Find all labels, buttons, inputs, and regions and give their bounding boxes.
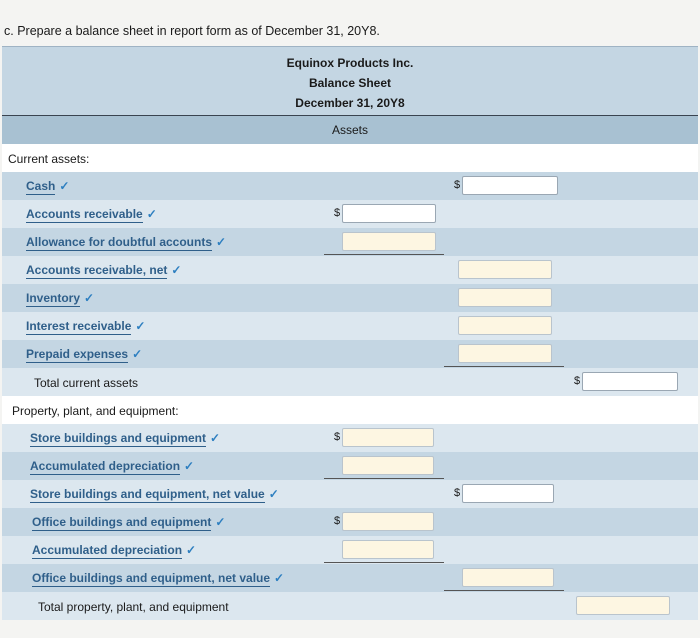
accum-dep-store-label[interactable]: Accumulated depreciation [30, 459, 181, 473]
inventory-label[interactable]: Inventory [26, 291, 81, 305]
office-buildings-row [2, 508, 698, 536]
ar-net-label[interactable]: Accounts receivable, net [26, 263, 168, 277]
statement-title: Balance Sheet [308, 76, 392, 90]
accum-dep-store-input[interactable] [342, 456, 434, 475]
store-buildings-input[interactable] [342, 428, 434, 447]
check-icon: ✓ [268, 487, 279, 501]
statement-header [2, 46, 698, 117]
check-icon: ✓ [132, 347, 143, 361]
allowance-label[interactable]: Allowance for doubtful accounts [26, 235, 213, 249]
interest-receivable-label[interactable]: Interest receivable [26, 319, 132, 333]
check-icon: ✓ [216, 235, 227, 249]
accounts-receivable-row [2, 200, 698, 228]
prepaid-row [2, 340, 698, 368]
dollar-sign: $ [574, 375, 581, 387]
check-icon: ✓ [210, 431, 221, 445]
ar-net-row [2, 256, 698, 284]
office-net-input[interactable] [462, 568, 554, 587]
check-icon: ✓ [186, 543, 197, 557]
check-icon: ✓ [184, 459, 195, 473]
check-icon: ✓ [135, 319, 146, 333]
cash-label[interactable]: Cash [26, 179, 56, 193]
prepaid-label[interactable]: Prepaid expenses [26, 347, 129, 361]
check-icon: ✓ [171, 263, 182, 277]
statement-date: December 31, 20Y8 [295, 96, 405, 110]
check-icon: ✓ [215, 515, 226, 529]
dollar-sign: $ [334, 207, 341, 219]
check-icon: ✓ [84, 291, 95, 305]
company-name: Equinox Products Inc. [286, 56, 414, 70]
dollar-sign: $ [454, 179, 461, 191]
accum-dep-store-row [2, 452, 698, 480]
check-icon: ✓ [274, 571, 285, 585]
store-net-label[interactable]: Store buildings and equipment, net value [30, 487, 265, 501]
store-buildings-row [2, 424, 698, 452]
subtotal-underline [444, 366, 564, 367]
ppe-heading-row [2, 396, 698, 424]
dollar-sign: $ [334, 515, 341, 527]
accum-dep-office-row [2, 536, 698, 564]
total-current-assets-input[interactable] [582, 372, 678, 391]
total-ppe-input[interactable] [576, 596, 670, 615]
total-ppe-label: Total property, plant, and equipment [38, 600, 229, 614]
cash-amount-input[interactable] [462, 176, 558, 195]
prepaid-input[interactable] [458, 344, 552, 363]
allowance-input[interactable] [342, 232, 436, 251]
dollar-sign: $ [454, 487, 461, 499]
office-buildings-input[interactable] [342, 512, 434, 531]
total-ppe-row [2, 592, 698, 620]
interest-receivable-row [2, 312, 698, 340]
check-icon: ✓ [146, 207, 157, 221]
accum-dep-office-label[interactable]: Accumulated depreciation [32, 543, 183, 557]
assets-section-header: Assets [2, 116, 698, 144]
subtotal-underline [324, 254, 444, 255]
current-assets-row [2, 144, 698, 172]
inventory-input[interactable] [458, 288, 552, 307]
total-current-assets-label: Total current assets [34, 376, 139, 390]
inventory-row [2, 284, 698, 312]
store-net-row [2, 480, 698, 508]
dollar-sign: $ [334, 431, 341, 443]
store-buildings-label[interactable]: Store buildings and equipment [30, 431, 207, 445]
total-current-assets-row [2, 368, 698, 396]
subtotal-underline [324, 562, 444, 563]
office-net-label[interactable]: Office buildings and equipment, net value [32, 571, 271, 585]
interest-receivable-input[interactable] [458, 316, 552, 335]
store-net-input[interactable] [462, 484, 554, 503]
office-net-row [2, 564, 698, 592]
office-buildings-label[interactable]: Office buildings and equipment [32, 515, 212, 529]
accum-dep-office-input[interactable] [342, 540, 434, 559]
subtotal-underline [444, 590, 564, 591]
instruction-text: c. Prepare a balance sheet in report form as of December 31, 20Y8. [4, 24, 380, 38]
cash-row [2, 172, 698, 200]
ar-net-input[interactable] [458, 260, 552, 279]
accounts-receivable-label[interactable]: Accounts receivable [26, 207, 143, 221]
subtotal-underline [324, 478, 444, 479]
allowance-row [2, 228, 698, 256]
ppe-heading: Property, plant, and equipment: [12, 404, 179, 418]
accounts-receivable-input[interactable] [342, 204, 436, 223]
check-icon: ✓ [59, 179, 70, 193]
current-assets-heading: Current assets: [8, 152, 90, 166]
